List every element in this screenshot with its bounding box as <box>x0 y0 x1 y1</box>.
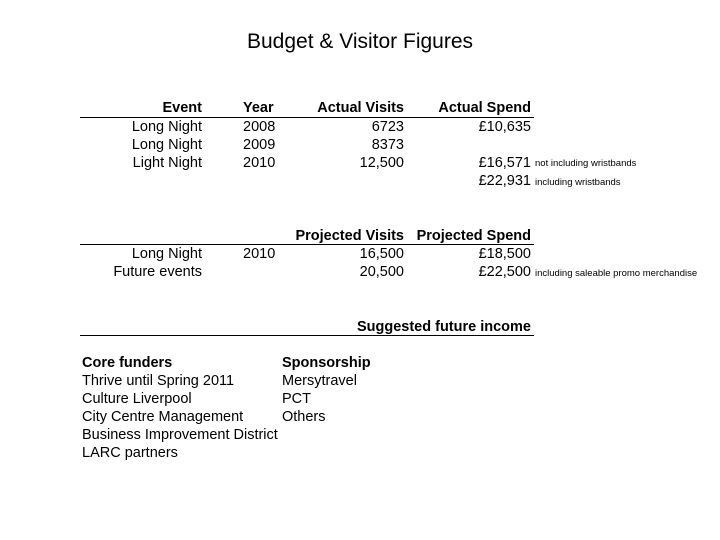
list-item: PCT <box>282 391 311 407</box>
spend-note: including saleable promo merchandise <box>535 268 698 279</box>
table-cell-spend: £10,635 <box>478 119 531 135</box>
table-cell-event: Light Night <box>132 155 202 171</box>
table-cell-spend: £16,571 <box>478 155 531 171</box>
table-cell-event: Long Night <box>131 119 202 135</box>
header-year: Year <box>243 100 274 116</box>
income-heading-rule <box>80 335 534 336</box>
table-cell-event: Future events <box>113 264 202 280</box>
header-actual-visits: Actual Visits <box>317 100 404 116</box>
header-actual-spend: Actual Spend <box>438 100 531 116</box>
list-item: City Centre Management <box>82 409 244 425</box>
sponsorship-heading: Sponsorship <box>282 355 371 371</box>
table-cell-visits: 8373 <box>371 137 404 153</box>
page-title: Budget & Visitor Figures <box>246 30 474 53</box>
list-item: Thrive until Spring 2011 <box>82 373 235 389</box>
table-cell-event: Long Night <box>131 137 202 153</box>
table-cell-event: Long Night <box>131 246 202 262</box>
table-cell-year: 2008 <box>243 119 276 135</box>
table-cell-spend: £22,500 <box>478 264 531 280</box>
header-event: Event <box>162 100 202 116</box>
list-item: Business Improvement District <box>82 427 278 443</box>
table-cell-visits: 20,500 <box>359 264 404 280</box>
spend-note: not including wristbands <box>535 158 637 169</box>
table-cell-spend: £22,931 <box>478 173 531 189</box>
list-item: Culture Liverpool <box>82 391 192 407</box>
table-cell-visits: 16,500 <box>359 246 404 262</box>
list-item: Mersytravel <box>282 373 357 389</box>
table-cell-year: 2010 <box>243 155 276 171</box>
header-projected-visits: Projected Visits <box>295 228 404 244</box>
list-item: Others <box>282 409 326 425</box>
table-cell-year: 2010 <box>243 246 276 262</box>
table-cell-spend: £18,500 <box>478 246 531 262</box>
income-heading: Suggested future income <box>356 319 531 335</box>
spend-note: including wristbands <box>535 177 621 188</box>
table-cell-year: 2009 <box>243 137 276 153</box>
table-cell-visits: 12,500 <box>359 155 404 171</box>
list-item: LARC partners <box>82 445 178 461</box>
header-projected-spend: Projected Spend <box>416 228 531 244</box>
core-funders-heading: Core funders <box>82 355 173 371</box>
table-cell-visits: 6723 <box>371 119 404 135</box>
